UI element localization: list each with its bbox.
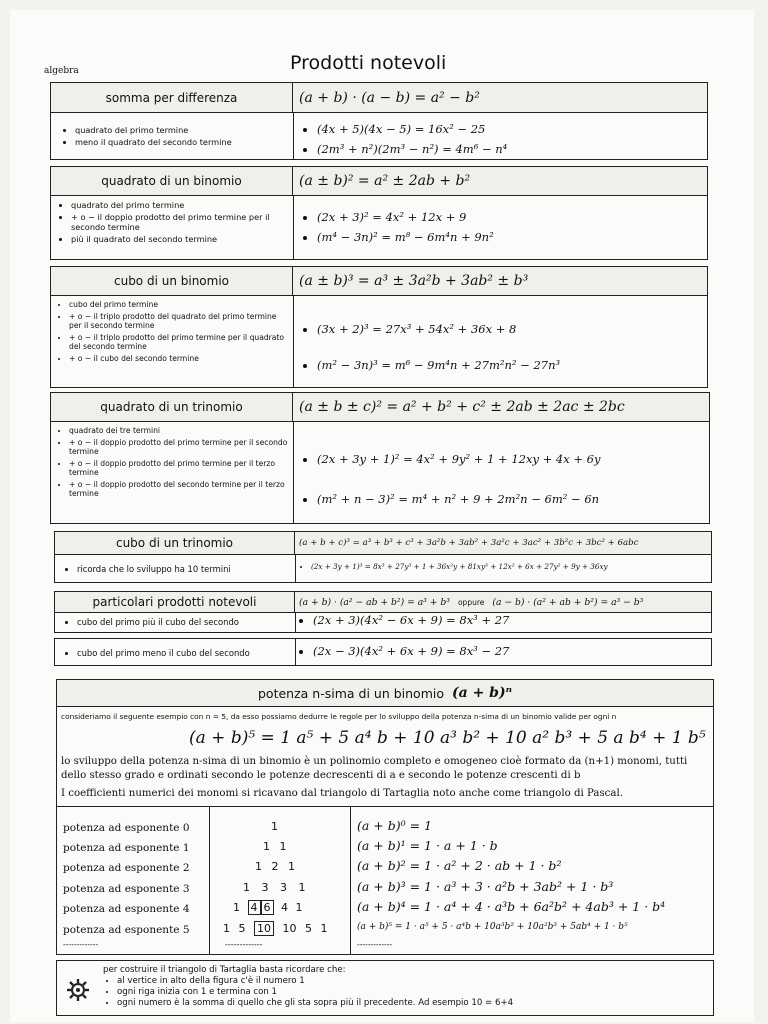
triangle-row: [255, 860, 295, 873]
example-item: • (2x − 3)(4x² + 6x + 9) = 8x³ − 27: [313, 644, 509, 658]
triangle-number: 1: [233, 901, 240, 914]
section-formula: (a ± b)² = a² ± 2ab + b²: [299, 173, 471, 189]
triangle-number-highlighted: 10: [254, 921, 274, 936]
section-notes: [63, 648, 291, 660]
section-examples: [299, 562, 608, 571]
triangle-row: [223, 922, 328, 935]
tartaglia-rules-text: [103, 965, 703, 1009]
triangle-number: 1: [320, 922, 328, 935]
triangle-number: 1: [295, 901, 303, 914]
section-header: [51, 393, 709, 422]
section-examples: [299, 644, 509, 658]
section-potenza-nsima: [56, 679, 714, 955]
exponent-label: potenza ad esponente 2: [63, 862, 190, 874]
example-item: • (2x + 3y + 1)³ = 8x³ + 27y³ + 1 + 36x²y + 81xy³ + 12x² + 6x + 27y² + 9y + 36xy: [311, 562, 608, 571]
section-examples: [301, 119, 507, 159]
triangle-number: 5: [305, 922, 312, 935]
section-particolari: [54, 591, 712, 633]
section-header: [55, 532, 711, 555]
rule-item: • ogni numero è la somma di quello che gli sta sopra più il precedente. Ad esempio 10 = 6+4: [117, 998, 703, 1009]
section-formula: [295, 592, 643, 612]
section-header: [51, 167, 707, 196]
power-expansion: (a + b)⁵ = 1 · a⁵ + 5 · a⁴b + 10a³b² + 10a²b³ + 5ab⁴ + 1 · b⁵: [357, 922, 628, 932]
example-item: • (m² + n − 3)² = m⁴ + n² + 9 + 2m²n − 6m² − 6n: [317, 479, 600, 519]
note-item: • + o − il doppio prodotto del primo termine per il secondo termine: [71, 212, 289, 232]
example-item: • (2x + 3)(4x² − 6x + 9) = 8x³ + 27: [313, 613, 509, 627]
power-expansion: (a + b)¹ = 1 · a + 1 · b: [357, 838, 498, 853]
section-examples: [301, 207, 494, 247]
text-line: lo sviluppo della potenza n-sima di un binomio è un polinomio completo e omogeneo cioè formato da (n+1) monomi, tutti: [61, 756, 688, 767]
note-item: • cubo del primo termine: [69, 300, 291, 310]
section-notes: [63, 564, 291, 576]
note-item: • ricorda che lo sviluppo ha 10 termini: [77, 564, 291, 574]
section-cubo-binomio: [50, 266, 708, 388]
note-item: • + o − il triplo prodotto del quadrato del primo termine per il secondo termine: [69, 312, 291, 331]
note-item: • meno il quadrato del secondo termine: [75, 137, 289, 147]
formula-sum-cubes: (a + b) · (a² − ab + b²) = a³ + b³: [299, 596, 450, 608]
triangle-row: [243, 881, 306, 894]
triangle-row: [271, 820, 278, 833]
section-somma-per-differenza: [50, 82, 708, 160]
gear-icon: [65, 977, 91, 1003]
rule-item: • ogni riga inizia con 1 e termina con 1: [117, 987, 703, 998]
note-item: • quadrato del primo termine: [71, 200, 289, 210]
triangle-number: 1: [288, 860, 295, 873]
note-item: • cubo del primo meno il cubo del secondo: [77, 648, 291, 658]
triangle-number: 5: [238, 922, 246, 935]
section-notes: [55, 426, 291, 501]
section-examples: [301, 439, 600, 519]
note-item: • + o − il cubo del secondo termine: [69, 354, 291, 364]
note-item: • quadrato dei tre termini: [69, 426, 291, 436]
triangle-number: 10: [282, 922, 297, 935]
dashes: -------------: [63, 940, 99, 949]
triangle-number-highlighted: 4: [248, 900, 261, 915]
section-tartaglia-rules: [56, 960, 714, 1016]
triangle-number: 1: [279, 840, 287, 853]
section-quadrato-trinomio: [50, 392, 710, 524]
section-quadrato-binomio: [50, 166, 708, 260]
example-item: • (3x + 2)³ = 27x³ + 54x² + 36x + 8: [317, 311, 560, 347]
rule-item: • al vertice in alto della figura c'è il numero 1: [117, 976, 703, 987]
triangle-number: 1: [298, 881, 306, 894]
section-header: [51, 83, 707, 113]
power-expansion: (a + b)² = 1 · a² + 2 · ab + 1 · b²: [357, 858, 562, 873]
triangle-number: 4: [281, 901, 288, 914]
example-item: • (m⁴ − 3n)² = m⁸ − 6m⁴n + 9n²: [317, 227, 494, 247]
dashes: -------------: [225, 940, 263, 949]
triangle-row: [233, 901, 303, 914]
text-line: dello stesso grado e ordinati secondo le potenze decrescenti di a e secondo le potenze crescenti di b: [61, 770, 581, 781]
note-item: • cubo del primo più il cubo del secondo: [77, 617, 291, 627]
note-item: • + o − il doppio prodotto del primo termine per il secondo termine: [69, 438, 291, 457]
example-item: • (2x + 3)² = 4x² + 12x + 9: [317, 207, 494, 227]
note-item: • quadrato del primo termine: [75, 125, 289, 135]
section-formula: (a + b)ⁿ: [452, 685, 512, 701]
section-notes: [61, 125, 289, 149]
triangle-number: 3: [280, 881, 287, 894]
section-header: [55, 592, 711, 613]
section-cubo-trinomio: [54, 531, 712, 583]
section-examples: [301, 311, 560, 383]
triangle-number: 2: [271, 860, 279, 873]
section-header: [57, 680, 713, 707]
section-name: somma per differenza: [51, 83, 293, 112]
section-name: cubo di un trinomio: [55, 532, 295, 554]
triangle-number: 1: [255, 860, 262, 873]
section-notes: [63, 617, 291, 629]
exponent-label: potenza ad esponente 4: [63, 903, 190, 915]
section-name: quadrato di un trinomio: [51, 393, 293, 421]
example-item: • (2x + 3y + 1)² = 4x² + 9y² + 1 + 12xy + 4x + 6y: [317, 439, 600, 479]
power-expansion: (a + b)⁴ = 1 · a⁴ + 4 · a³b + 6a²b² + 4ab³ + 1 · b⁴: [357, 899, 666, 914]
section-name: quadrato di un binomio: [51, 167, 293, 195]
section-notes: [55, 300, 291, 365]
section-name: cubo di un binomio: [51, 267, 293, 295]
intro-text: consideriamo il seguente esempio con n = 5, da esso possiamo dedurre le regole per lo sviluppo della potenza n-sima di un binomio valide per ogni n: [61, 712, 617, 721]
section-name: particolari prodotti notevoli: [55, 592, 295, 612]
triangle-number: 1: [243, 881, 250, 894]
example-item: • (4x + 5)(4x − 5) = 16x² − 25: [317, 119, 507, 139]
section-formula: (a ± b)³ = a³ ± 3a²b + 3ab² ± b³: [299, 273, 529, 289]
section-formula: (a + b + c)³ = a³ + b³ + c³ + 3a²b + 3ab² + 3a²c + 3ac² + 3b²c + 3bc² + 6abc: [299, 538, 639, 548]
triangle-number: 1: [271, 820, 278, 833]
section-formula: (a + b) · (a − b) = a² − b²: [299, 89, 480, 106]
binomial-power-5-formula: (a + b)⁵ = 1 a⁵ + 5 a⁴ b + 10 a³ b² + 10 a² b³ + 5 a b⁴ + 1 b⁵: [189, 728, 706, 748]
page-title: Prodotti notevoli: [290, 52, 447, 74]
example-item: • (m² − 3n)³ = m⁶ − 9m⁴n + 27m²n² − 27n³: [317, 347, 560, 383]
dashes: -------------: [357, 940, 393, 949]
triangle-number: 1: [263, 840, 270, 853]
section-particolari-diff: [54, 638, 712, 666]
exponent-label: potenza ad esponente 3: [63, 883, 190, 895]
note-item: • + o − il doppio prodotto del secondo termine per il terzo termine: [69, 480, 291, 499]
triangle-number: 1: [223, 922, 230, 935]
exponent-label: potenza ad esponente 5: [63, 924, 190, 936]
section-formula: (a ± b ± c)² = a² + b² + c² ± 2ab ± 2ac ± 2bc: [299, 399, 625, 415]
power-expansion: (a + b)⁰ = 1: [357, 818, 433, 833]
rules-intro: per costruire il triangolo di Tartaglia basta ricordare che:: [103, 965, 346, 975]
note-item: • + o − il doppio prodotto del primo termine per il terzo termine: [69, 459, 291, 478]
triangle-number: 3: [261, 881, 269, 894]
subject-label: algebra: [44, 66, 79, 76]
exponent-label: potenza ad esponente 0: [63, 822, 190, 834]
power-expansion: (a + b)³ = 1 · a³ + 3 · a²b + 3ab² + 1 · b³: [357, 879, 614, 894]
formula-diff-cubes: (a − b) · (a² + ab + b²) = a³ − b³: [492, 596, 644, 608]
note-item: • + o − il triplo prodotto del primo termine per il quadrato del secondo termine: [69, 333, 291, 352]
triangle-number-highlighted: 6: [261, 900, 274, 915]
section-name: potenza n-sima di un binomio: [258, 685, 444, 701]
exponent-label: potenza ad esponente 1: [63, 842, 190, 854]
note-item: • più il quadrato del secondo termine: [71, 234, 289, 244]
section-header: [51, 267, 707, 296]
text-line: I coefficienti numerici dei monomi si ricavano dal triangolo di Tartaglia noto anche come triangolo di Pascal.: [61, 788, 623, 799]
section-notes: [57, 200, 289, 246]
triangle-row: [263, 840, 287, 853]
section-examples: [299, 613, 509, 627]
oppure-label: oppure: [457, 597, 485, 607]
example-item: • (2m³ + n²)(2m³ − n²) = 4m⁶ − n⁴: [317, 139, 507, 159]
